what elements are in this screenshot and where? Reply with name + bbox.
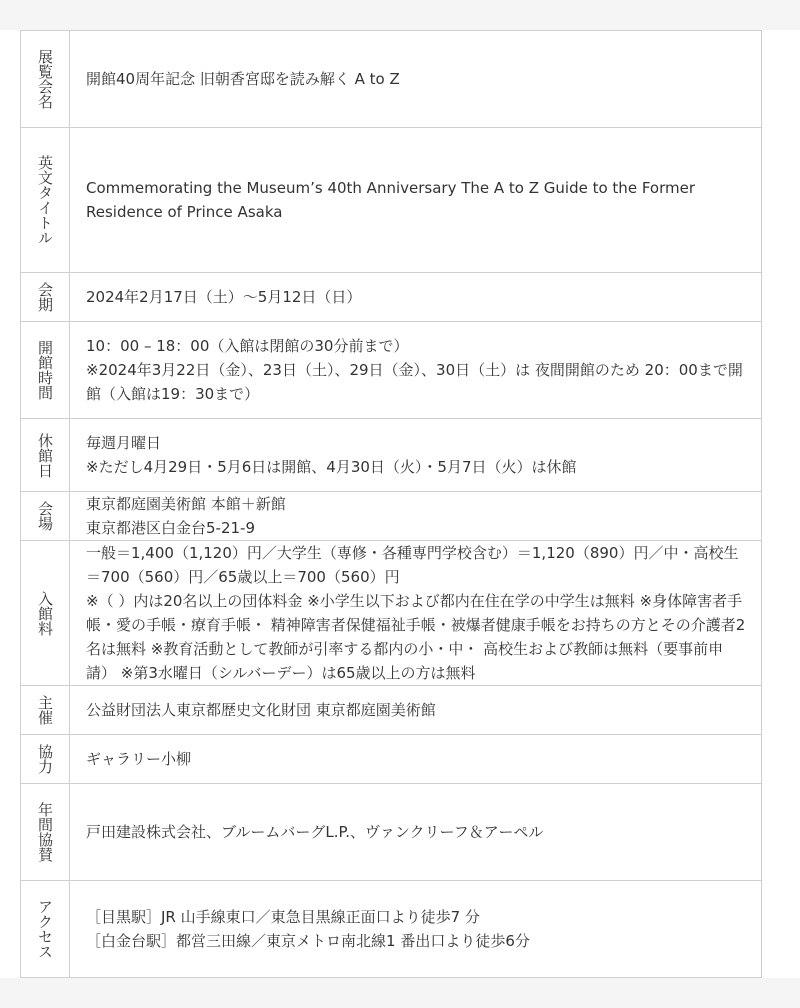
table-row-access [21, 881, 762, 978]
table-row-english-title [21, 128, 762, 273]
row-value-line: ※ただし4月29日・5月6日は開館、4月30日（火）・5月7日（火）は休館 [86, 458, 577, 476]
table-row-cooperation [21, 735, 762, 784]
row-value [70, 492, 762, 541]
row-label-text: 主催 [36, 695, 54, 725]
table-row-opening-hours [21, 322, 762, 419]
row-value [70, 541, 762, 686]
row-label [21, 128, 70, 273]
row-label [21, 881, 70, 978]
row-value [70, 31, 762, 128]
table-row-closed-days [21, 419, 762, 492]
row-label-text: 会場 [36, 501, 54, 531]
row-value [70, 735, 762, 784]
row-label-text: アクセス [36, 899, 54, 959]
row-label [21, 541, 70, 686]
row-label [21, 735, 70, 784]
row-label-text: 会期 [36, 282, 54, 312]
row-value [70, 419, 762, 492]
row-label [21, 686, 70, 735]
row-label-text: 英文タイトル [36, 155, 54, 245]
row-label-text: 休館日 [36, 432, 54, 478]
row-label [21, 784, 70, 881]
exhibition-info-table [20, 30, 762, 978]
row-value-line: ギャラリー小柳 [86, 750, 192, 768]
row-value-line: 戸田建設株式会社、ブルームバーグL.P.、ヴァンクリーフ＆アーペル [86, 823, 544, 841]
table-row-venue [21, 492, 762, 541]
row-value-line: 一般＝1,400（1,120）円／大学生（専修・各種専門学校含む）＝1,120（890）円／中・高校生＝700（560）円／65歳以上＝700（560）円 [86, 544, 739, 586]
table-row-period [21, 273, 762, 322]
row-value-line: 東京都庭園美術館 本館＋新館 [86, 495, 286, 513]
row-value-line: ※2024年3月22日（金）、23日（土）、29日（金）、30日（土）は 夜間開館のため 20：00まで開館（入館は19：30まで） [86, 361, 743, 403]
row-value [70, 686, 762, 735]
table-row-organizer [21, 686, 762, 735]
row-value [70, 128, 762, 273]
row-value-line: 2024年2月17日（土）〜5月12日（日） [86, 288, 362, 306]
row-label [21, 492, 70, 541]
row-label [21, 31, 70, 128]
row-value-line: ［白金台駅］都営三田線／東京メトロ南北線1 番出口より徒歩6分 [86, 932, 530, 950]
row-value-line: 開館40周年記念 旧朝香宮邸を読み解く A to Z [86, 70, 400, 88]
row-label [21, 273, 70, 322]
row-label-text: 年間協賛 [36, 802, 54, 862]
row-value-line: ［目黒駅］JR 山手線東口／東急目黒線正面口より徒歩7 分 [86, 908, 480, 926]
table-row-annual-sponsors [21, 784, 762, 881]
table-row-exhibition-name [21, 31, 762, 128]
row-value [70, 273, 762, 322]
table-row-admission [21, 541, 762, 686]
exhibition-info-sheet [0, 30, 800, 978]
row-label-text: 入館料 [36, 590, 54, 636]
row-value-line: 10：00 – 18：00（入館は閉館の30分前まで） [86, 337, 409, 355]
row-label-text: 協力 [36, 744, 54, 774]
row-label-text: 開館時間 [36, 340, 54, 400]
row-value [70, 881, 762, 978]
row-value-line: 毎週月曜日 [86, 434, 162, 452]
row-label [21, 419, 70, 492]
row-value-line: ※（ ）内は20名以上の団体料金 ※小学生以下および都内在住在学の中学生は無料 ※身体障害者手帳・愛の手帳・療育手帳・ 精神障害者保健福祉手帳・被爆者健康手帳をお持ちの方とその介護者2名は無料 ※教育活動として教師が引率する都内の小・中・ 高校生および教師は無料（要事前申請） ※第3水曜日（シルバーデー）は65歳以上の方は無料 [86, 592, 746, 682]
row-value-line: Commemorating the Museum’s 40th Anniversary The A to Z Guide to the Former Residence of Prince Asaka [86, 179, 695, 221]
row-label-text: 展覧会名 [36, 49, 54, 109]
row-value-line: 公益財団法人東京都歴史文化財団 東京都庭園美術館 [86, 701, 436, 719]
row-label [21, 322, 70, 419]
row-value-line: 東京都港区白金台5-21-9 [86, 519, 255, 537]
row-value [70, 784, 762, 881]
row-value [70, 322, 762, 419]
